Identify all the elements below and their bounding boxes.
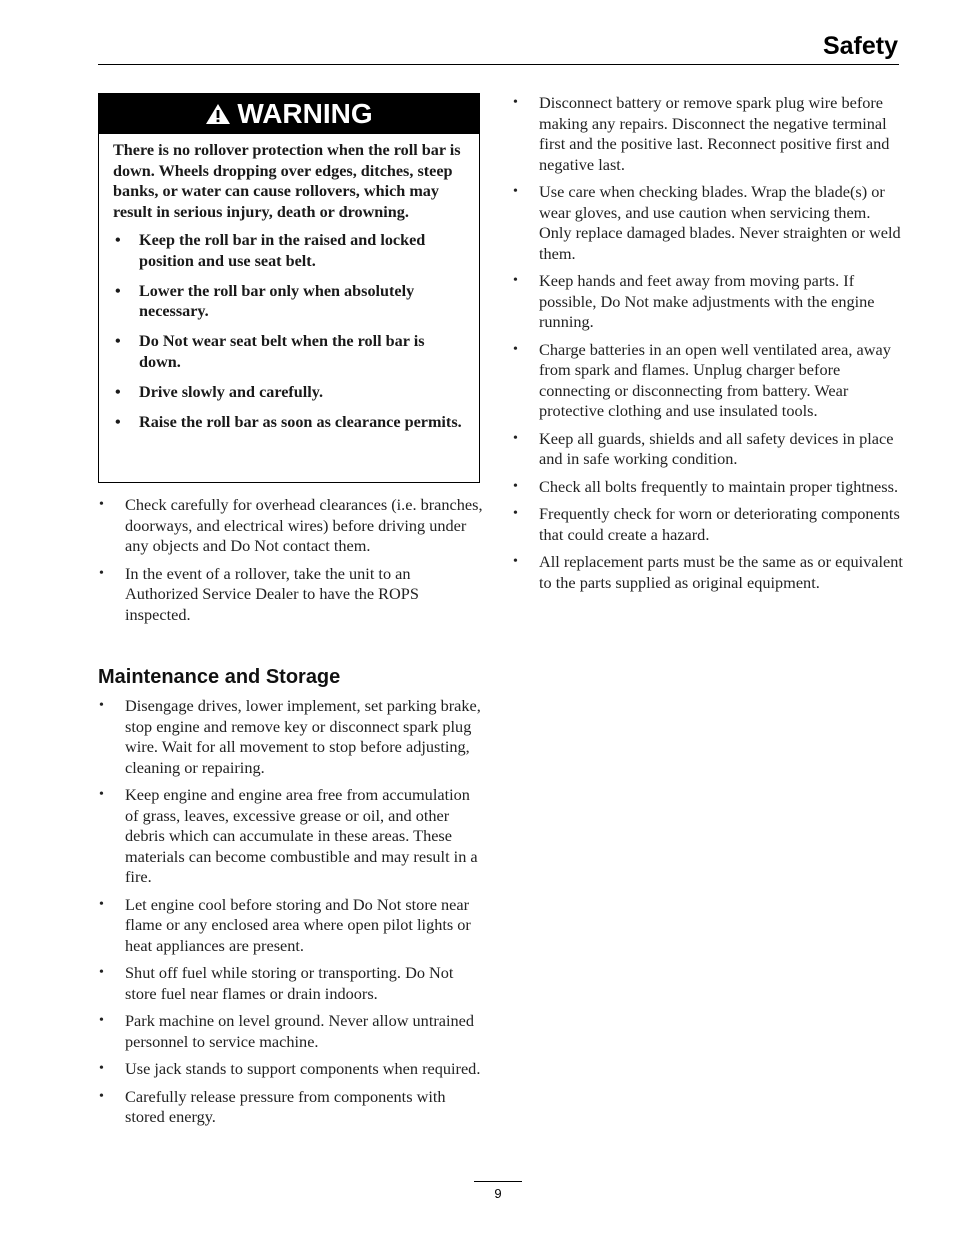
list-item: • All replacement parts must be the same as or equivalent to the parts supplied as original equipment. [512, 552, 904, 593]
warning-list-item: • Drive slowly and carefully. [113, 382, 465, 403]
right-column-bullet-list [512, 93, 904, 600]
footer-divider [474, 1181, 522, 1182]
warning-list-item: • Lower the roll bar only when absolutely necessary. [113, 281, 465, 322]
section-title: Safety [822, 32, 898, 60]
list-item: • Let engine cool before storing and Do Not store near flame or any enclosed area where open pilot lights or heat appliances are present. [98, 895, 484, 957]
warning-banner [99, 94, 479, 134]
list-item: • Keep engine and engine area free from accumulation of grass, leaves, excessive grease or oil, and other debris which can accumulate in these areas. These materials can become combustible and may result in a fire. [98, 785, 484, 888]
list-item: • Use jack stands to support components when required. [98, 1059, 484, 1080]
warning-label: WARNING [237, 98, 373, 129]
warning-body [99, 134, 479, 432]
rollover-bullet-list [98, 495, 484, 632]
list-item: • Carefully release pressure from components with stored energy. [98, 1087, 484, 1128]
list-item: • Disconnect battery or remove spark plug wire before making any repairs. Disconnect the negative terminal first and the positive last. Reconnect positive first and negative last. [512, 93, 904, 175]
list-item: • Check carefully for overhead clearances (i.e. branches, doorways, and electrical wires) before driving under any objects and Do Not contact them. [98, 495, 484, 557]
list-item: • Disengage drives, lower implement, set parking brake, stop engine and remove key or disconnect spark plug wire. Wait for all movement to stop before adjusting, cleaning or repairing. [98, 696, 484, 778]
maintenance-bullet-list [98, 696, 484, 1135]
list-item: • Charge batteries in an open well ventilated area, away from spark and flames. Unplug charger before connecting or disconnecting from battery. Wear protective clothing and use insulated tools. [512, 340, 904, 422]
list-item: • Shut off fuel while storing or transporting. Do Not store fuel near flames or drain indoors. [98, 963, 484, 1004]
warning-intro: There is no rollover protection when the roll bar is down. Wheels dropping over edges, ditches, steep banks, or water can cause rollovers, which may result in serious injury, death or drowning. [113, 141, 461, 221]
warning-list-item: • Keep the roll bar in the raised and locked position and use seat belt. [113, 230, 465, 271]
list-item: • In the event of a rollover, take the unit to an Authorized Service Dealer to have the ROPS inspected. [98, 564, 484, 626]
warning-list [113, 230, 465, 432]
warning-triangle-icon [205, 103, 231, 125]
header-divider [98, 64, 899, 65]
list-item: • Keep hands and feet away from moving parts. If possible, Do Not make adjustments with the engine running. [512, 271, 904, 333]
list-item: • Park machine on level ground. Never allow untrained personnel to service machine. [98, 1011, 484, 1052]
list-item: • Check all bolts frequently to maintain proper tightness. [512, 477, 904, 498]
warning-list-item: • Raise the roll bar as soon as clearance permits. [113, 412, 465, 433]
page-number: 9 [494, 1186, 502, 1201]
warning-list-item: • Do Not wear seat belt when the roll bar is down. [113, 331, 465, 372]
maintenance-heading: Maintenance and Storage [98, 666, 341, 688]
list-item: • Frequently check for worn or deteriorating components that could create a hazard. [512, 504, 904, 545]
list-item: • Use care when checking blades. Wrap the blade(s) or wear gloves, and use caution when servicing them. Only replace damaged blades. Never straighten or weld them. [512, 182, 904, 264]
warning-box [98, 93, 480, 483]
list-item: • Keep all guards, shields and all safety devices in place and in safe working condition. [512, 429, 904, 470]
